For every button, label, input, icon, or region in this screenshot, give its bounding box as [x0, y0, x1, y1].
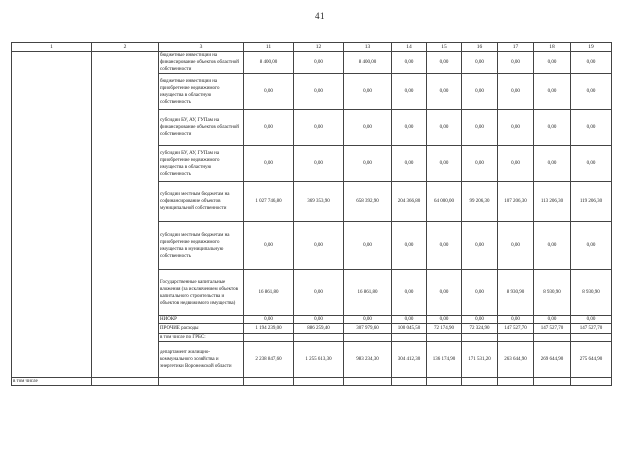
value-cell: 8 400,00 [344, 52, 392, 74]
value-cell [294, 334, 344, 342]
value-cell [571, 334, 612, 342]
value-cell: 0,00 [571, 146, 612, 182]
value-cell: 0,00 [344, 146, 392, 182]
value-cell: 1 027 746,80 [244, 182, 294, 222]
blank-cell [244, 378, 294, 386]
blank-cell [294, 378, 344, 386]
blank-cell [159, 378, 244, 386]
row-label: субсидии БУ, АУ, ГУПам на финансирование объектов областной собственности [159, 110, 244, 146]
value-cell: 1 255 613,30 [294, 342, 344, 378]
blank-cell [392, 378, 427, 386]
value-cell: 0,00 [534, 52, 571, 74]
value-cell: 119 206,30 [571, 182, 612, 222]
value-cell [244, 334, 294, 342]
value-cell: 0,00 [498, 222, 534, 270]
value-cell: 0,00 [427, 146, 462, 182]
value-cell: 0,00 [498, 74, 534, 110]
value-cell: 0,00 [462, 316, 498, 324]
value-cell: 0,00 [571, 316, 612, 324]
blank-cell [571, 378, 612, 386]
value-cell: 0,00 [392, 316, 427, 324]
value-cell: 0,00 [462, 52, 498, 74]
value-cell [344, 334, 392, 342]
value-cell: 8 930,90 [534, 270, 571, 316]
value-cell: 0,00 [294, 270, 344, 316]
value-cell: 0,00 [244, 222, 294, 270]
value-cell: 304 412,30 [392, 342, 427, 378]
value-cell: 204 366,80 [392, 182, 427, 222]
value-cell: 275 644,90 [571, 342, 612, 378]
value-cell: 2 238 847,60 [244, 342, 294, 378]
value-cell: 0,00 [244, 110, 294, 146]
value-cell: 0,00 [294, 110, 344, 146]
row-label: субсидии местным бюджетам на приобретение недвижимого имущества в муниципальную собственность [159, 222, 244, 270]
blank-cell [427, 378, 462, 386]
column-header: 1 [12, 43, 92, 52]
row-label: в том числе по ГРБС: [159, 334, 244, 342]
row-label: бюджетные инвестиции на финансирование объектов областной собственности [159, 52, 244, 74]
value-cell: 983 234,30 [344, 342, 392, 378]
value-cell: 0,00 [392, 222, 427, 270]
value-cell: 0,00 [462, 270, 498, 316]
blank-cell [92, 52, 159, 378]
value-cell: 0,00 [392, 110, 427, 146]
blank-cell [462, 378, 498, 386]
column-header: 12 [294, 43, 344, 52]
value-cell [392, 334, 427, 342]
blank-cell [12, 52, 92, 378]
value-cell: 147 527,70 [571, 324, 612, 334]
value-cell: 0,00 [571, 222, 612, 270]
value-cell: 886 259,40 [294, 324, 344, 334]
value-cell: 64 000,00 [427, 182, 462, 222]
value-cell: 0,00 [534, 74, 571, 110]
value-cell: 0,00 [498, 316, 534, 324]
budget-table [11, 42, 612, 386]
value-cell: 0,00 [294, 74, 344, 110]
value-cell: 269 644,90 [534, 342, 571, 378]
value-cell: 0,00 [294, 52, 344, 74]
value-cell [534, 334, 571, 342]
value-cell: 263 644,90 [498, 342, 534, 378]
blank-cell [344, 378, 392, 386]
header-row [12, 43, 612, 52]
value-cell [427, 334, 462, 342]
value-cell: 0,00 [294, 316, 344, 324]
row-label: НИОКР [159, 316, 244, 324]
value-cell: 16 861,80 [344, 270, 392, 316]
value-cell: 0,00 [244, 74, 294, 110]
value-cell: 0,00 [427, 110, 462, 146]
column-header: 18 [534, 43, 571, 52]
value-cell: 0,00 [294, 222, 344, 270]
value-cell: 0,00 [392, 52, 427, 74]
value-cell: 0,00 [427, 52, 462, 74]
row-label: Государственные капитальные вложения (за исключением объектов капитального строительства и объектов недвижимого имущества) [159, 270, 244, 316]
value-cell: 0,00 [392, 74, 427, 110]
value-cell: 147 527,70 [534, 324, 571, 334]
column-header: 13 [344, 43, 392, 52]
value-cell: 658 392,90 [344, 182, 392, 222]
column-header: 3 [159, 43, 244, 52]
row-label: субсидии местным бюджетам на софинансирование объектов муниципальной собственности [159, 182, 244, 222]
value-cell [462, 334, 498, 342]
row-label: бюджетные инвестиции на приобретение недвижимого имущества в областную собственность [159, 74, 244, 110]
value-cell: 0,00 [294, 146, 344, 182]
value-cell: 72 324,90 [462, 324, 498, 334]
column-header: 19 [571, 43, 612, 52]
value-cell: 147 527,70 [498, 324, 534, 334]
table-row [12, 52, 612, 74]
value-cell: 0,00 [427, 74, 462, 110]
value-cell: 0,00 [498, 110, 534, 146]
value-cell [498, 334, 534, 342]
value-cell: 307 979,60 [344, 324, 392, 334]
value-cell: 0,00 [571, 74, 612, 110]
value-cell: 0,00 [462, 146, 498, 182]
value-cell: 16 861,80 [244, 270, 294, 316]
value-cell: 0,00 [534, 110, 571, 146]
row-label: субсидии БУ, АУ, ГУПам на приобретение недвижимого имущества в областную собственность [159, 146, 244, 182]
value-cell: 0,00 [534, 146, 571, 182]
value-cell: 0,00 [392, 270, 427, 316]
blank-cell [498, 378, 534, 386]
column-header: 17 [498, 43, 534, 52]
value-cell: 8 400,00 [244, 52, 294, 74]
value-cell: 0,00 [498, 52, 534, 74]
value-cell: 0,00 [244, 146, 294, 182]
row-label: ПРОЧИЕ расходы [159, 324, 244, 334]
value-cell: 0,00 [571, 110, 612, 146]
value-cell: 0,00 [344, 74, 392, 110]
value-cell: 107 206,30 [498, 182, 534, 222]
column-header: 2 [92, 43, 159, 52]
column-header: 16 [462, 43, 498, 52]
value-cell: 369 353,90 [294, 182, 344, 222]
value-cell: 0,00 [427, 316, 462, 324]
column-header: 15 [427, 43, 462, 52]
value-cell: 1 194 239,00 [244, 324, 294, 334]
value-cell: 0,00 [534, 222, 571, 270]
page-number: 41 [315, 11, 325, 21]
value-cell: 0,00 [344, 110, 392, 146]
value-cell: 0,00 [462, 110, 498, 146]
column-header: 14 [392, 43, 427, 52]
value-cell: 0,00 [244, 316, 294, 324]
value-cell: 99 206,30 [462, 182, 498, 222]
value-cell: 136 174,90 [427, 342, 462, 378]
blank-cell [92, 378, 159, 386]
blank-cell [534, 378, 571, 386]
value-cell: 113 206,30 [534, 182, 571, 222]
value-cell: 0,00 [462, 74, 498, 110]
footer-label: в том числе [12, 378, 92, 386]
value-cell: 8 930,90 [498, 270, 534, 316]
value-cell: 0,00 [392, 146, 427, 182]
value-cell: 0,00 [534, 316, 571, 324]
value-cell: 171 531,20 [462, 342, 498, 378]
column-header: 11 [244, 43, 294, 52]
value-cell: 0,00 [571, 52, 612, 74]
value-cell: 100 045,50 [392, 324, 427, 334]
value-cell: 0,00 [427, 270, 462, 316]
value-cell: 0,00 [344, 222, 392, 270]
footer-row [12, 378, 612, 386]
value-cell: 0,00 [462, 222, 498, 270]
row-label: департамент жилищно-коммунального хозяйства и энергетики Воронежской области [159, 342, 244, 378]
value-cell: 0,00 [427, 222, 462, 270]
value-cell: 0,00 [344, 316, 392, 324]
value-cell: 8 930,90 [571, 270, 612, 316]
value-cell: 0,00 [498, 146, 534, 182]
value-cell: 72 174,90 [427, 324, 462, 334]
